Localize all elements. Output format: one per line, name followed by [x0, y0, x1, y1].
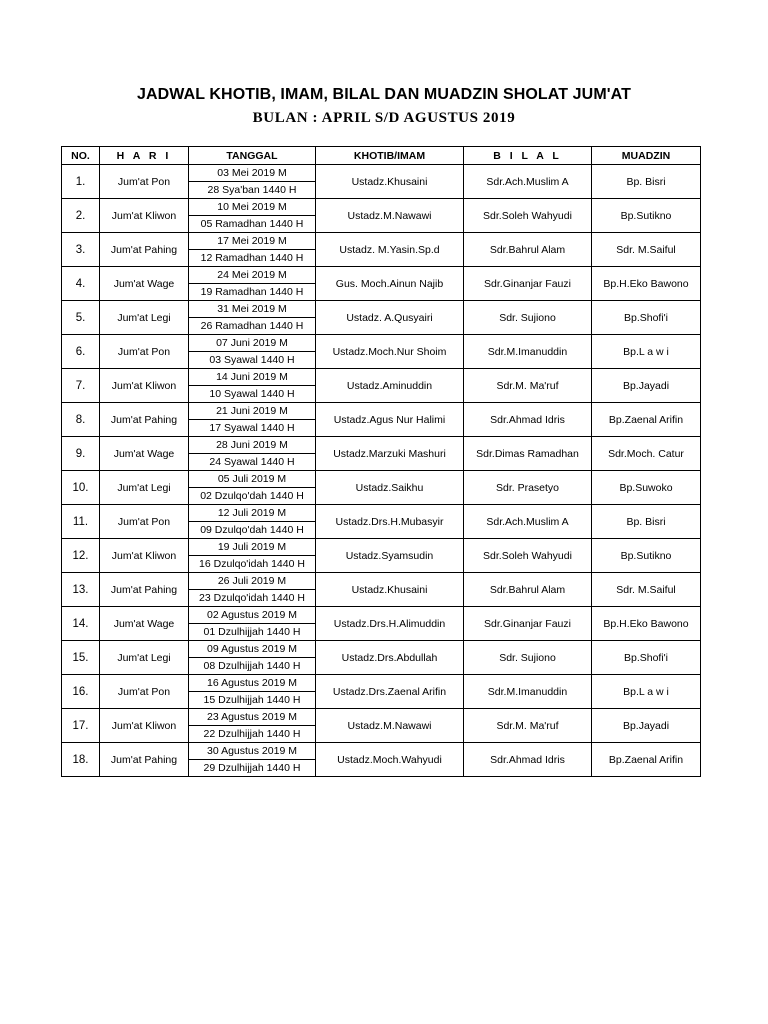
row-date-masehi: 26 Juli 2019 M [189, 573, 316, 590]
header-khotib: KHOTIB/IMAM [316, 147, 464, 165]
row-bilal: Sdr.Ginanjar Fauzi [464, 607, 592, 641]
row-date-hijri: 09 Dzulqo'dah 1440 H [189, 522, 316, 539]
table-row [62, 369, 701, 386]
row-khotib: Ustadz.Drs.H.Alimuddin [316, 607, 464, 641]
row-bilal: Sdr.Ginanjar Fauzi [464, 267, 592, 301]
row-number: 3. [62, 233, 100, 267]
row-muadzin: Bp.H.Eko Bawono [592, 267, 701, 301]
row-date-hijri: 29 Dzulhijjah 1440 H [189, 760, 316, 777]
table-row [62, 505, 701, 522]
row-muadzin: Sdr. M.Saiful [592, 233, 701, 267]
row-date-hijri: 24 Syawal 1440 H [189, 454, 316, 471]
row-hari: Jum'at Pon [100, 335, 189, 369]
row-muadzin: Bp.Sutikno [592, 199, 701, 233]
row-hari: Jum'at Wage [100, 607, 189, 641]
row-khotib: Ustadz.Marzuki Mashuri [316, 437, 464, 471]
row-number: 8. [62, 403, 100, 437]
row-number: 10. [62, 471, 100, 505]
row-bilal: Sdr. Sujiono [464, 641, 592, 675]
row-date-hijri: 28 Sya'ban 1440 H [189, 182, 316, 199]
table-row [62, 437, 701, 454]
row-number: 12. [62, 539, 100, 573]
row-hari: Jum'at Pon [100, 675, 189, 709]
header-muadzin: MUADZIN [592, 147, 701, 165]
row-bilal: Sdr.Ahmad Idris [464, 743, 592, 777]
row-khotib: Ustadz.Syamsudin [316, 539, 464, 573]
row-date-masehi: 10 Mei 2019 M [189, 199, 316, 216]
row-date-hijri: 26 Ramadhan 1440 H [189, 318, 316, 335]
row-khotib: Ustadz.Khusaini [316, 573, 464, 607]
header-bilal: B I L A L [464, 147, 592, 165]
row-date-hijri: 05 Ramadhan 1440 H [189, 216, 316, 233]
row-khotib: Ustadz.Saikhu [316, 471, 464, 505]
row-bilal: Sdr.Ach.Muslim A [464, 165, 592, 199]
table-row [62, 709, 701, 726]
header-tanggal: TANGGAL [189, 147, 316, 165]
row-muadzin: Bp.Shofi'i [592, 301, 701, 335]
row-number: 14. [62, 607, 100, 641]
row-khotib: Ustadz.Moch.Wahyudi [316, 743, 464, 777]
row-hari: Jum'at Kliwon [100, 709, 189, 743]
row-muadzin: Bp.Sutikno [592, 539, 701, 573]
row-number: 15. [62, 641, 100, 675]
row-muadzin: Bp. Bisri [592, 165, 701, 199]
table-row [62, 267, 701, 284]
row-khotib: Gus. Moch.Ainun Najib [316, 267, 464, 301]
row-bilal: Sdr.Soleh Wahyudi [464, 539, 592, 573]
row-date-hijri: 02 Dzulqo'dah 1440 H [189, 488, 316, 505]
row-hari: Jum'at Wage [100, 267, 189, 301]
row-khotib: Ustadz.Khusaini [316, 165, 464, 199]
row-date-masehi: 24 Mei 2019 M [189, 267, 316, 284]
row-number: 7. [62, 369, 100, 403]
table-row [62, 233, 701, 250]
row-date-masehi: 07 Juni 2019 M [189, 335, 316, 352]
table-row [62, 199, 701, 216]
table-row [62, 539, 701, 556]
table-row [62, 607, 701, 624]
table-row [62, 165, 701, 182]
row-number: 5. [62, 301, 100, 335]
row-khotib: Ustadz.Agus Nur Halimi [316, 403, 464, 437]
row-hari: Jum'at Legi [100, 471, 189, 505]
row-date-masehi: 05 Juli 2019 M [189, 471, 316, 488]
row-khotib: Ustadz.Aminuddin [316, 369, 464, 403]
table-row [62, 573, 701, 590]
row-muadzin: Bp.H.Eko Bawono [592, 607, 701, 641]
row-muadzin: Bp.Jayadi [592, 369, 701, 403]
row-bilal: Sdr. Prasetyo [464, 471, 592, 505]
document-title: JADWAL KHOTIB, IMAM, BILAL DAN MUADZIN SHOLAT JUM'AT [136, 86, 631, 103]
table-row [62, 471, 701, 488]
row-number: 6. [62, 335, 100, 369]
row-hari: Jum'at Wage [100, 437, 189, 471]
row-date-hijri: 12 Ramadhan 1440 H [189, 250, 316, 267]
row-date-hijri: 17 Syawal 1440 H [189, 420, 316, 437]
row-khotib: Ustadz.Drs.Zaenal Arifin [316, 675, 464, 709]
row-bilal: Sdr.Soleh Wahyudi [464, 199, 592, 233]
table-row [62, 743, 701, 760]
row-number: 1. [62, 165, 100, 199]
row-date-masehi: 31 Mei 2019 M [189, 301, 316, 318]
row-hari: Jum'at Pon [100, 505, 189, 539]
row-khotib: Ustadz.Drs.H.Mubasyir [316, 505, 464, 539]
row-khotib: Ustadz. A.Qusyairi [316, 301, 464, 335]
row-date-masehi: 12 Juli 2019 M [189, 505, 316, 522]
row-bilal: Sdr.Ahmad Idris [464, 403, 592, 437]
table-row [62, 641, 701, 658]
row-date-masehi: 03 Mei 2019 M [189, 165, 316, 182]
row-number: 16. [62, 675, 100, 709]
row-number: 13. [62, 573, 100, 607]
table-row [62, 335, 701, 352]
row-number: 4. [62, 267, 100, 301]
row-hari: Jum'at Pon [100, 165, 189, 199]
row-bilal: Sdr. Sujiono [464, 301, 592, 335]
row-date-hijri: 08 Dzulhijjah 1440 H [189, 658, 316, 675]
row-hari: Jum'at Pahing [100, 403, 189, 437]
row-muadzin: Sdr. M.Saiful [592, 573, 701, 607]
row-hari: Jum'at Pahing [100, 743, 189, 777]
row-khotib: Ustadz.Drs.Abdullah [316, 641, 464, 675]
row-date-masehi: 16 Agustus 2019 M [189, 675, 316, 692]
row-bilal: Sdr.Bahrul Alam [464, 573, 592, 607]
row-muadzin: Bp.L a w i [592, 675, 701, 709]
row-date-hijri: 01 Dzulhijjah 1440 H [189, 624, 316, 641]
row-hari: Jum'at Pahing [100, 573, 189, 607]
row-number: 18. [62, 743, 100, 777]
row-bilal: Sdr.M. Ma'ruf [464, 369, 592, 403]
row-date-masehi: 19 Juli 2019 M [189, 539, 316, 556]
row-date-masehi: 28 Juni 2019 M [189, 437, 316, 454]
row-muadzin: Bp.Jayadi [592, 709, 701, 743]
row-bilal: Sdr.Ach.Muslim A [464, 505, 592, 539]
row-muadzin: Bp.Suwoko [592, 471, 701, 505]
row-number: 11. [62, 505, 100, 539]
row-date-hijri: 03 Syawal 1440 H [189, 352, 316, 369]
row-hari: Jum'at Kliwon [100, 199, 189, 233]
row-bilal: Sdr.M.Imanuddin [464, 675, 592, 709]
row-hari: Jum'at Legi [100, 301, 189, 335]
row-bilal: Sdr.M. Ma'ruf [464, 709, 592, 743]
row-number: 2. [62, 199, 100, 233]
row-muadzin: Bp.Shofi'i [592, 641, 701, 675]
row-date-hijri: 10 Syawal 1440 H [189, 386, 316, 403]
table-row [62, 301, 701, 318]
header-hari: H A R I [100, 147, 189, 165]
row-number: 9. [62, 437, 100, 471]
row-muadzin: Bp. Bisri [592, 505, 701, 539]
row-hari: Jum'at Kliwon [100, 539, 189, 573]
row-bilal: Sdr.Dimas Ramadhan [464, 437, 592, 471]
table-row [62, 675, 701, 692]
schedule-body [62, 165, 701, 777]
row-date-masehi: 02 Agustus 2019 M [189, 607, 316, 624]
document-subtitle: BULAN : APRIL S/D AGUSTUS 2019 [252, 110, 516, 126]
row-khotib: Ustadz.M.Nawawi [316, 709, 464, 743]
row-muadzin: Sdr.Moch. Catur [592, 437, 701, 471]
row-bilal: Sdr.Bahrul Alam [464, 233, 592, 267]
row-date-masehi: 30 Agustus 2019 M [189, 743, 316, 760]
row-date-hijri: 23 Dzulqo'idah 1440 H [189, 590, 316, 607]
row-khotib: Ustadz.Moch.Nur Shoim [316, 335, 464, 369]
row-number: 17. [62, 709, 100, 743]
row-khotib: Ustadz.M.Nawawi [316, 199, 464, 233]
row-date-masehi: 23 Agustus 2019 M [189, 709, 316, 726]
row-date-masehi: 17 Mei 2019 M [189, 233, 316, 250]
row-muadzin: Bp.Zaenal Arifin [592, 743, 701, 777]
row-date-masehi: 09 Agustus 2019 M [189, 641, 316, 658]
row-hari: Jum'at Kliwon [100, 369, 189, 403]
row-date-hijri: 22 Dzulhijjah 1440 H [189, 726, 316, 743]
row-hari: Jum'at Legi [100, 641, 189, 675]
table-header-row [62, 147, 701, 165]
row-muadzin: Bp.L a w i [592, 335, 701, 369]
row-date-hijri: 15 Dzulhijjah 1440 H [189, 692, 316, 709]
header-no: NO. [62, 147, 100, 165]
schedule-table [61, 146, 701, 777]
row-khotib: Ustadz. M.Yasin.Sp.d [316, 233, 464, 267]
row-muadzin: Bp.Zaenal Arifin [592, 403, 701, 437]
row-hari: Jum'at Pahing [100, 233, 189, 267]
row-date-hijri: 16 Dzulqo'idah 1440 H [189, 556, 316, 573]
table-row [62, 403, 701, 420]
row-bilal: Sdr.M.Imanuddin [464, 335, 592, 369]
row-date-masehi: 21 Juni 2019 M [189, 403, 316, 420]
row-date-hijri: 19 Ramadhan 1440 H [189, 284, 316, 301]
row-date-masehi: 14 Juni 2019 M [189, 369, 316, 386]
